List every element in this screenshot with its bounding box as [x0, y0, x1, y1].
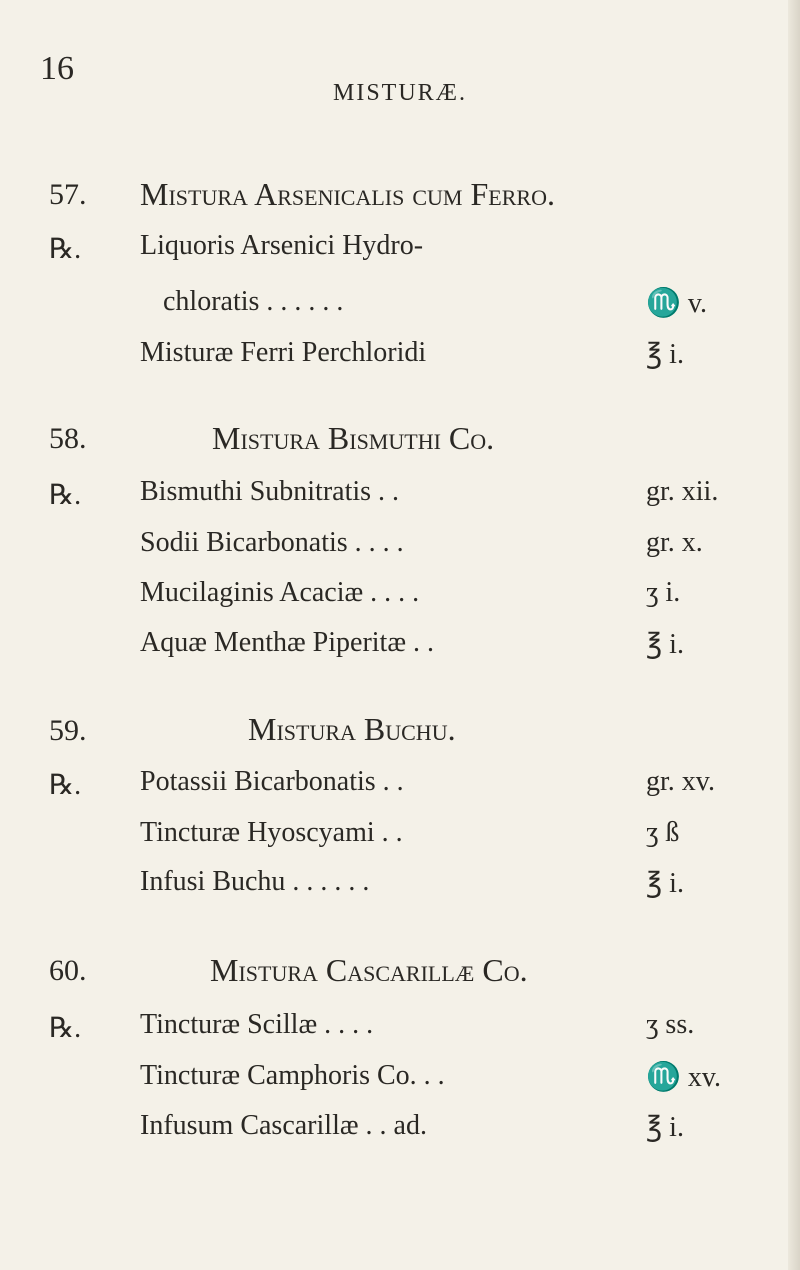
ingredient-name: Aquæ Menthæ Piperitæ . .	[140, 627, 435, 658]
ingredient-name: Bismuthi Subnitratis . .	[140, 476, 400, 507]
ingredient-quantity: ℥ i.	[646, 629, 684, 660]
rx-symbol: ℞.	[49, 480, 82, 511]
recipe-title: Mistura Arsenicalis cum Ferro.	[140, 176, 555, 212]
ingredient-quantity: gr. xv.	[646, 766, 715, 797]
ingredient-quantity: ℥ i.	[646, 339, 684, 370]
ingredient-quantity: ℥ i.	[646, 868, 684, 899]
ingredient-quantity: ʒ ss.	[646, 1009, 695, 1040]
page-edge	[788, 0, 800, 1270]
recipe-number: 57.	[49, 178, 87, 211]
ingredient-quantity: ʒ ß	[646, 817, 680, 848]
recipe-title: Mistura Cascarillæ Co.	[210, 952, 528, 988]
ingredient-name: Liquoris Arsenici Hydro-	[140, 230, 424, 261]
ingredient-quantity: gr. x.	[646, 527, 703, 558]
ingredient-name: Tincturæ Camphoris Co. . .	[140, 1060, 445, 1091]
ingredient-name: Infusum Cascarillæ . . ad.	[140, 1110, 427, 1141]
recipe-number: 59.	[49, 714, 87, 747]
ingredient-quantity: gr. xii.	[646, 476, 719, 507]
ingredient-name: Infusi Buchu . . . . . .	[140, 866, 370, 897]
ingredient-name: Mucilaginis Acaciæ . . . .	[140, 577, 420, 608]
ingredient-name: Potassii Bicarbonatis . .	[140, 766, 404, 797]
ingredient-name: chloratis . . . . . .	[163, 286, 344, 317]
recipe-title: Mistura Bismuthi Co.	[212, 420, 495, 456]
ingredient-name: Sodii Bicarbonatis . . . .	[140, 527, 404, 558]
recipe-number: 60.	[49, 954, 87, 987]
rx-symbol: ℞.	[49, 1013, 82, 1044]
ingredient-quantity: ♏ xv.	[646, 1062, 722, 1093]
ingredient-name: Tincturæ Hyoscyami . .	[140, 817, 403, 848]
ingredient-name: Tincturæ Scillæ . . . .	[140, 1009, 374, 1040]
recipe-number: 58.	[49, 422, 87, 455]
ingredient-quantity: ʒ i.	[646, 577, 681, 608]
rx-symbol: ℞.	[49, 770, 82, 801]
running-head: MISTURÆ.	[332, 80, 468, 106]
rx-symbol: ℞.	[49, 234, 82, 265]
recipe-title: Mistura Buchu.	[248, 711, 456, 747]
page-number: 16	[40, 50, 74, 87]
ingredient-quantity: ℥ i.	[646, 1112, 684, 1143]
ingredient-name: Misturæ Ferri Perchloridi	[140, 337, 427, 368]
ingredient-quantity: ♏ v.	[646, 288, 708, 319]
